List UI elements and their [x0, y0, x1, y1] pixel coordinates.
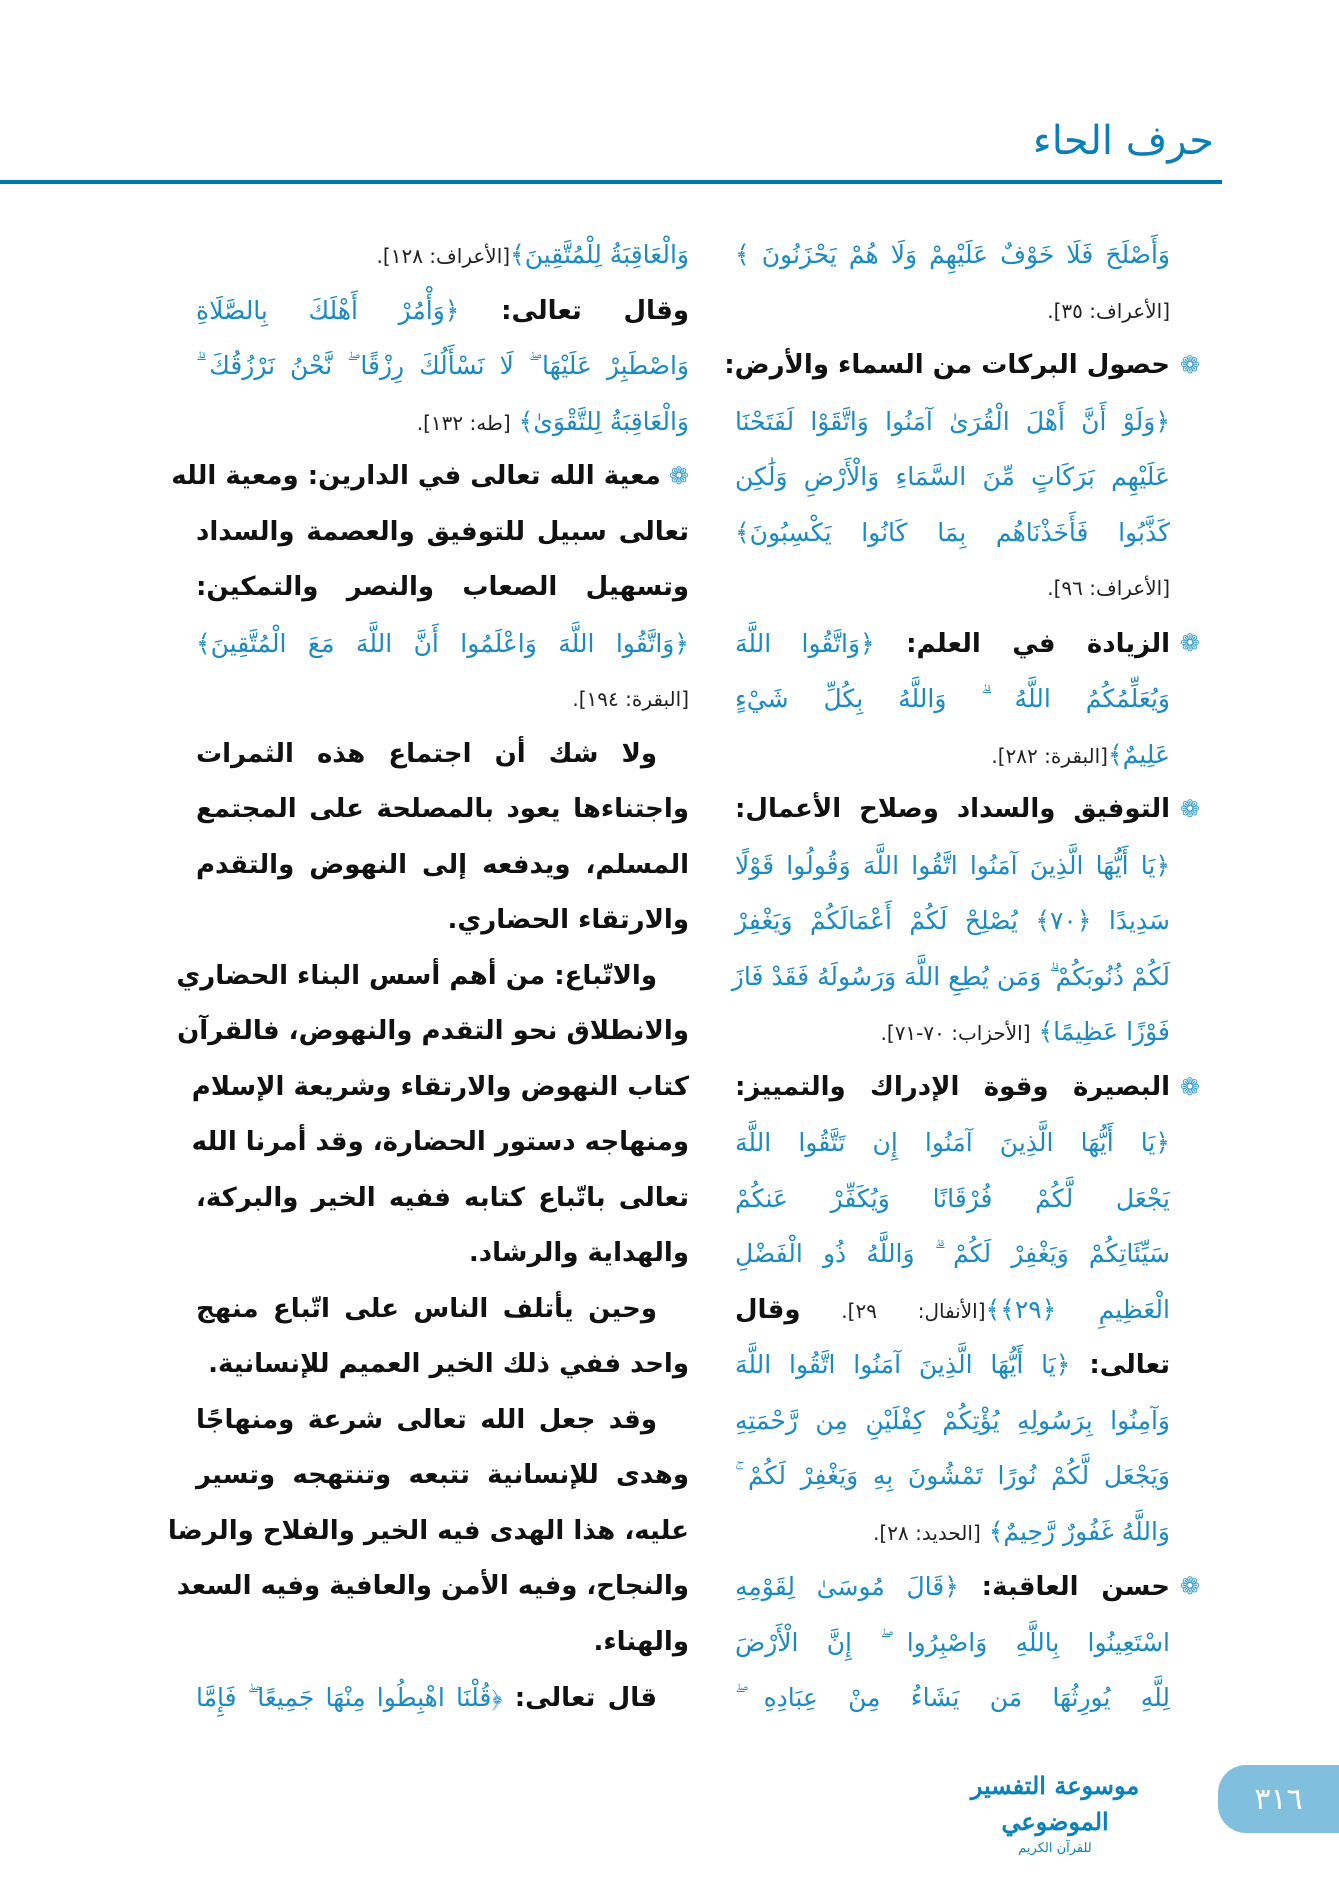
text-line: [196, 782, 689, 838]
text-line: [735, 1337, 1170, 1393]
text-line: [735, 1393, 1170, 1449]
rosette-bullet-icon: ❁: [668, 462, 689, 490]
verse-reference: [الأحزاب: ٧٠-٧١].: [880, 1021, 1031, 1045]
body-text: المسلم، ويدفعه إلى النهوض والتقدم: [196, 849, 689, 880]
body-text: واحد ففي ذلك الخير العميم للإنسانية.: [208, 1349, 689, 1379]
body-text: تعالى:: [1070, 1350, 1171, 1380]
verse-reference: [البقرة: ٢٨٢].: [991, 743, 1108, 768]
body-text: الزيادة في العلم:: [874, 628, 1170, 659]
text-line: [735, 227, 1170, 283]
text-line: [196, 227, 689, 283]
text-line: [735, 838, 1170, 894]
text-line: [735, 1670, 1170, 1726]
text-line: [176, 1559, 689, 1615]
text-line: [196, 1171, 689, 1227]
verse-reference: [الأعراف: ٣٥].: [1047, 298, 1170, 323]
rosette-bullet-icon: ❁: [1179, 795, 1200, 823]
text-line: [735, 893, 1170, 949]
text-line: [735, 727, 1170, 783]
text-line: [177, 1004, 689, 1060]
body-text: كتاب النهوض والارتقاء وشريعة الإسلام: [191, 1071, 689, 1102]
text-line: [735, 1060, 1200, 1116]
quran-verse-text: اسْتَعِينُوا بِاللَّهِ وَاصْبِرُوا ۖ إِنَّ الْأَرْضَ: [735, 1627, 1170, 1657]
text-line: [735, 560, 1170, 616]
body-text: ومنهاجه دستور الحضارة، وقد أمرنا الله: [191, 1127, 689, 1157]
body-text: معية الله تعالى في الدارين: ومعية الله: [171, 461, 661, 491]
quran-verse-text: ﴿يَا أَيُّهَا الَّذِينَ آمَنُوا اتَّقُوا اللَّهَ: [735, 1350, 1071, 1379]
body-text: والاتّباع: من أهم أسس البناء الحضاري: [176, 960, 657, 991]
body-text: والارتقاء الحضاري.: [447, 905, 689, 935]
logo-subtitle: للقرآن الكريم: [1018, 1841, 1092, 1856]
body-text: واجتناءها يعود بالمصلحة على المجتمع: [196, 794, 689, 824]
body-text: ولا شك أن اجتماع هذه الثمرات: [196, 738, 657, 769]
text-line: [196, 283, 689, 339]
text-line: [735, 449, 1170, 505]
text-line: [735, 782, 1200, 838]
body-text: وهدى للإنسانية تتبعه وتنتهجه وتسير: [196, 1460, 689, 1490]
text-line: [196, 616, 689, 672]
text-line: [171, 449, 689, 505]
quran-verse-text: ﴿يَا أَيُّهَا الَّذِينَ آمَنُوا اتَّقُوا اللَّهَ وَقُولُوا قَوْلًا: [735, 850, 1170, 880]
body-text: وقد جعل الله تعالى شرعة ومنهاجًا: [196, 1404, 657, 1435]
text-line: [196, 1615, 689, 1671]
quran-verse-text: وَأَصْلَحَ فَلَا خَوْفٌ عَلَيْهِمْ وَلَا هُمْ يَحْزَنُونَ ﴾: [735, 240, 1170, 269]
quran-verse-text: كَذَّبُوا فَأَخَذْنَاهُم بِمَا كَانُوا يَكْسِبُونَ﴾: [735, 517, 1170, 547]
text-line: [196, 1226, 689, 1282]
right-column: [724, 227, 1200, 1726]
logo-title: موسوعة التفسير الموضوعي: [970, 1771, 1140, 1836]
text-line: [735, 394, 1170, 450]
body-text: والنجاح، وفيه الأمن والعافية وفيه السعد: [176, 1571, 689, 1601]
text-line: [735, 505, 1170, 561]
text-line: [196, 671, 689, 727]
text-line: [735, 671, 1170, 727]
text-line: [735, 1115, 1170, 1171]
body-text: البصيرة وقوة الإدراك والتمييز:: [735, 1071, 1170, 1102]
chapter-title: حرف الحاء: [1032, 118, 1214, 164]
verse-reference: [البقرة: ١٩٤].: [572, 687, 689, 711]
quran-verse-text: ﴿وَاتَّقُوا اللَّهَ وَاعْلَمُوا أَنَّ اللَّهَ مَعَ الْمُتَّقِينَ﴾: [196, 628, 689, 658]
quran-verse-text: وَاللَّهُ غَفُورٌ رَّحِيمٌ﴾: [980, 1516, 1170, 1546]
text-line: [735, 1448, 1170, 1504]
quran-verse-text: وَالْعَاقِبَةُ لِلْمُتَّقِينَ﴾: [510, 240, 689, 269]
left-column: [167, 227, 690, 1726]
quran-verse-text: لَكُمْ ذُنُوبَكُمْ ۗ وَمَن يُطِعِ اللَّهَ وَرَسُولَهُ فَقَدْ فَازَ: [731, 961, 1170, 991]
body-text: والهناء.: [593, 1626, 689, 1657]
text-line: [731, 949, 1170, 1005]
rosette-bullet-icon: ❁: [1179, 628, 1200, 657]
text-line: [196, 838, 689, 894]
quran-verse-text: ﴿وَلَوْ أَنَّ أَهْلَ الْقُرَىٰ آمَنُوا وَاتَّقَوْا لَفَتَحْنَا: [735, 406, 1170, 436]
text-line: [191, 1115, 689, 1171]
quran-verse-text: فَوْزًا عَظِيمًا﴾: [1030, 1017, 1170, 1046]
verse-reference: [الأعراف: ٩٦].: [1047, 576, 1170, 600]
page-number: ٣١٦: [1218, 1765, 1339, 1833]
book-logo: [930, 1768, 1180, 1858]
header-rule: [0, 180, 1222, 184]
text-line: [735, 1615, 1170, 1671]
text-line: [735, 283, 1170, 339]
body-text: قال تعالى:: [502, 1683, 657, 1713]
quran-verse-text: وَآمِنُوا بِرَسُولِهِ يُؤْتِكُمْ كِفْلَيْنِ مِن رَّحْمَتِهِ: [735, 1405, 1170, 1435]
quran-verse-text: سَدِيدًا ﴿٧٠﴾ يُصْلِحْ لَكُمْ أَعْمَالَكُمْ وَيَغْفِرْ: [735, 906, 1170, 935]
verse-reference: [طه: ١٣٢].: [416, 410, 511, 435]
quran-verse-text: وَيَجْعَل لَّكُمْ نُورًا تَمْشُونَ بِهِ وَيَغْفِرْ لَكُمْ ۚ: [735, 1461, 1170, 1490]
quran-verse-text: ﴿وَاتَّقُوا اللَّهَ: [735, 628, 875, 658]
quran-verse-text: ﴿وَأْمُرْ أَهْلَكَ بِالصَّلَاةِ: [196, 295, 460, 325]
text-line: [196, 560, 689, 616]
body-text: تعالى باتّباع كتابه ففيه الخير والبركة،: [196, 1182, 689, 1213]
quran-verse-text: ﴿قَالَ مُوسَىٰ لِقَوْمِهِ: [735, 1572, 959, 1601]
body-text: التوفيق والسداد وصلاح الأعمال:: [735, 794, 1170, 824]
text-line: [196, 338, 689, 394]
quran-verse-text: الْعَظِيمِ ﴿٢٩﴾﴾: [985, 1294, 1170, 1324]
text-line: [735, 1004, 1170, 1060]
text-line: [196, 1337, 689, 1393]
text-line: [191, 1060, 689, 1116]
text-line: [196, 1282, 689, 1338]
text-line: [735, 1171, 1170, 1227]
body-text: وقال تعالى:: [459, 295, 690, 326]
verse-reference: [الحديد: ٢٨].: [873, 1520, 981, 1545]
text-line: [735, 1559, 1200, 1615]
text-line: [735, 616, 1200, 672]
body-text: والهداية والرشاد.: [468, 1238, 689, 1268]
body-text: حصول البركات من السماء والأرض:: [724, 350, 1170, 380]
quran-verse-text: عَلِيمٌ﴾: [1107, 739, 1170, 769]
body-text: حسن العاقبة:: [958, 1572, 1170, 1602]
body-text: والانطلاق نحو التقدم والنهوض، فالقرآن: [177, 1016, 689, 1046]
quran-verse-text: لِلَّهِ يُورِثُهَا مَن يَشَاءُ مِنْ عِبَادِهِ ۖ: [735, 1683, 1170, 1712]
text-line: [735, 1226, 1170, 1282]
text-line: [196, 1670, 689, 1726]
text-line: [196, 1393, 689, 1449]
quran-verse-text: وَاصْطَبِرْ عَلَيْهَا ۖ لَا نَسْأَلُكَ رِزْقًا ۖ نَّحْنُ نَرْزُقُكَ ۗ: [196, 351, 689, 380]
text-line: [196, 394, 689, 450]
body-text: تعالى سبيل للتوفيق والعصمة والسداد: [196, 516, 689, 547]
body-text: عليه، هذا الهدى فيه الخير والفلاح والرضا: [167, 1515, 689, 1546]
body-text: وحين يأتلف الناس على اتّباع منهج: [196, 1293, 657, 1324]
quran-verse-text: عَلَيْهِم بَرَكَاتٍ مِّنَ السَّمَاءِ وَالْأَرْضِ وَلَٰكِن: [735, 462, 1170, 491]
quran-verse-text: ﴿قُلْنَا اهْبِطُوا مِنْهَا جَمِيعًا ۖ فَإِمَّا: [196, 1683, 503, 1712]
rosette-bullet-icon: ❁: [1179, 1572, 1200, 1600]
text-line: [196, 727, 689, 783]
verse-reference: [الأنفال: ٢٩].: [800, 1298, 986, 1323]
text-line: [167, 1504, 689, 1560]
text-line: [196, 893, 689, 949]
quran-verse-text: سَيِّئَاتِكُمْ وَيَغْفِرْ لَكُمْ ۗ وَاللَّهُ ذُو الْفَضْلِ: [735, 1239, 1170, 1268]
text-line: [724, 338, 1200, 394]
body-text: وقال: [735, 1294, 801, 1325]
rosette-bullet-icon: ❁: [1179, 1072, 1200, 1101]
text-line: [176, 949, 689, 1005]
text-line: [196, 505, 689, 561]
quran-verse-text: وَيُعَلِّمُكُمُ اللَّهُ ۗ وَاللَّهُ بِكُلِّ شَيْءٍ: [735, 684, 1170, 713]
quran-verse-text: وَالْعَاقِبَةُ لِلتَّقْوَىٰ﴾: [510, 406, 689, 436]
text-line: [196, 1448, 689, 1504]
body-text: وتسهيل الصعاب والنصر والتمكين:: [196, 572, 689, 602]
text-line: [735, 1282, 1170, 1338]
rosette-bullet-icon: ❁: [1179, 351, 1200, 379]
quran-verse-text: يَجْعَل لَّكُمْ فُرْقَانًا وَيُكَفِّرْ عَنكُمْ: [735, 1183, 1170, 1213]
verse-reference: [الأعراف: ١٢٨].: [376, 244, 511, 268]
text-line: [735, 1504, 1170, 1560]
quran-verse-text: ﴿يَا أَيُّهَا الَّذِينَ آمَنُوا إِن تَتَّقُوا اللَّهَ: [735, 1128, 1170, 1157]
